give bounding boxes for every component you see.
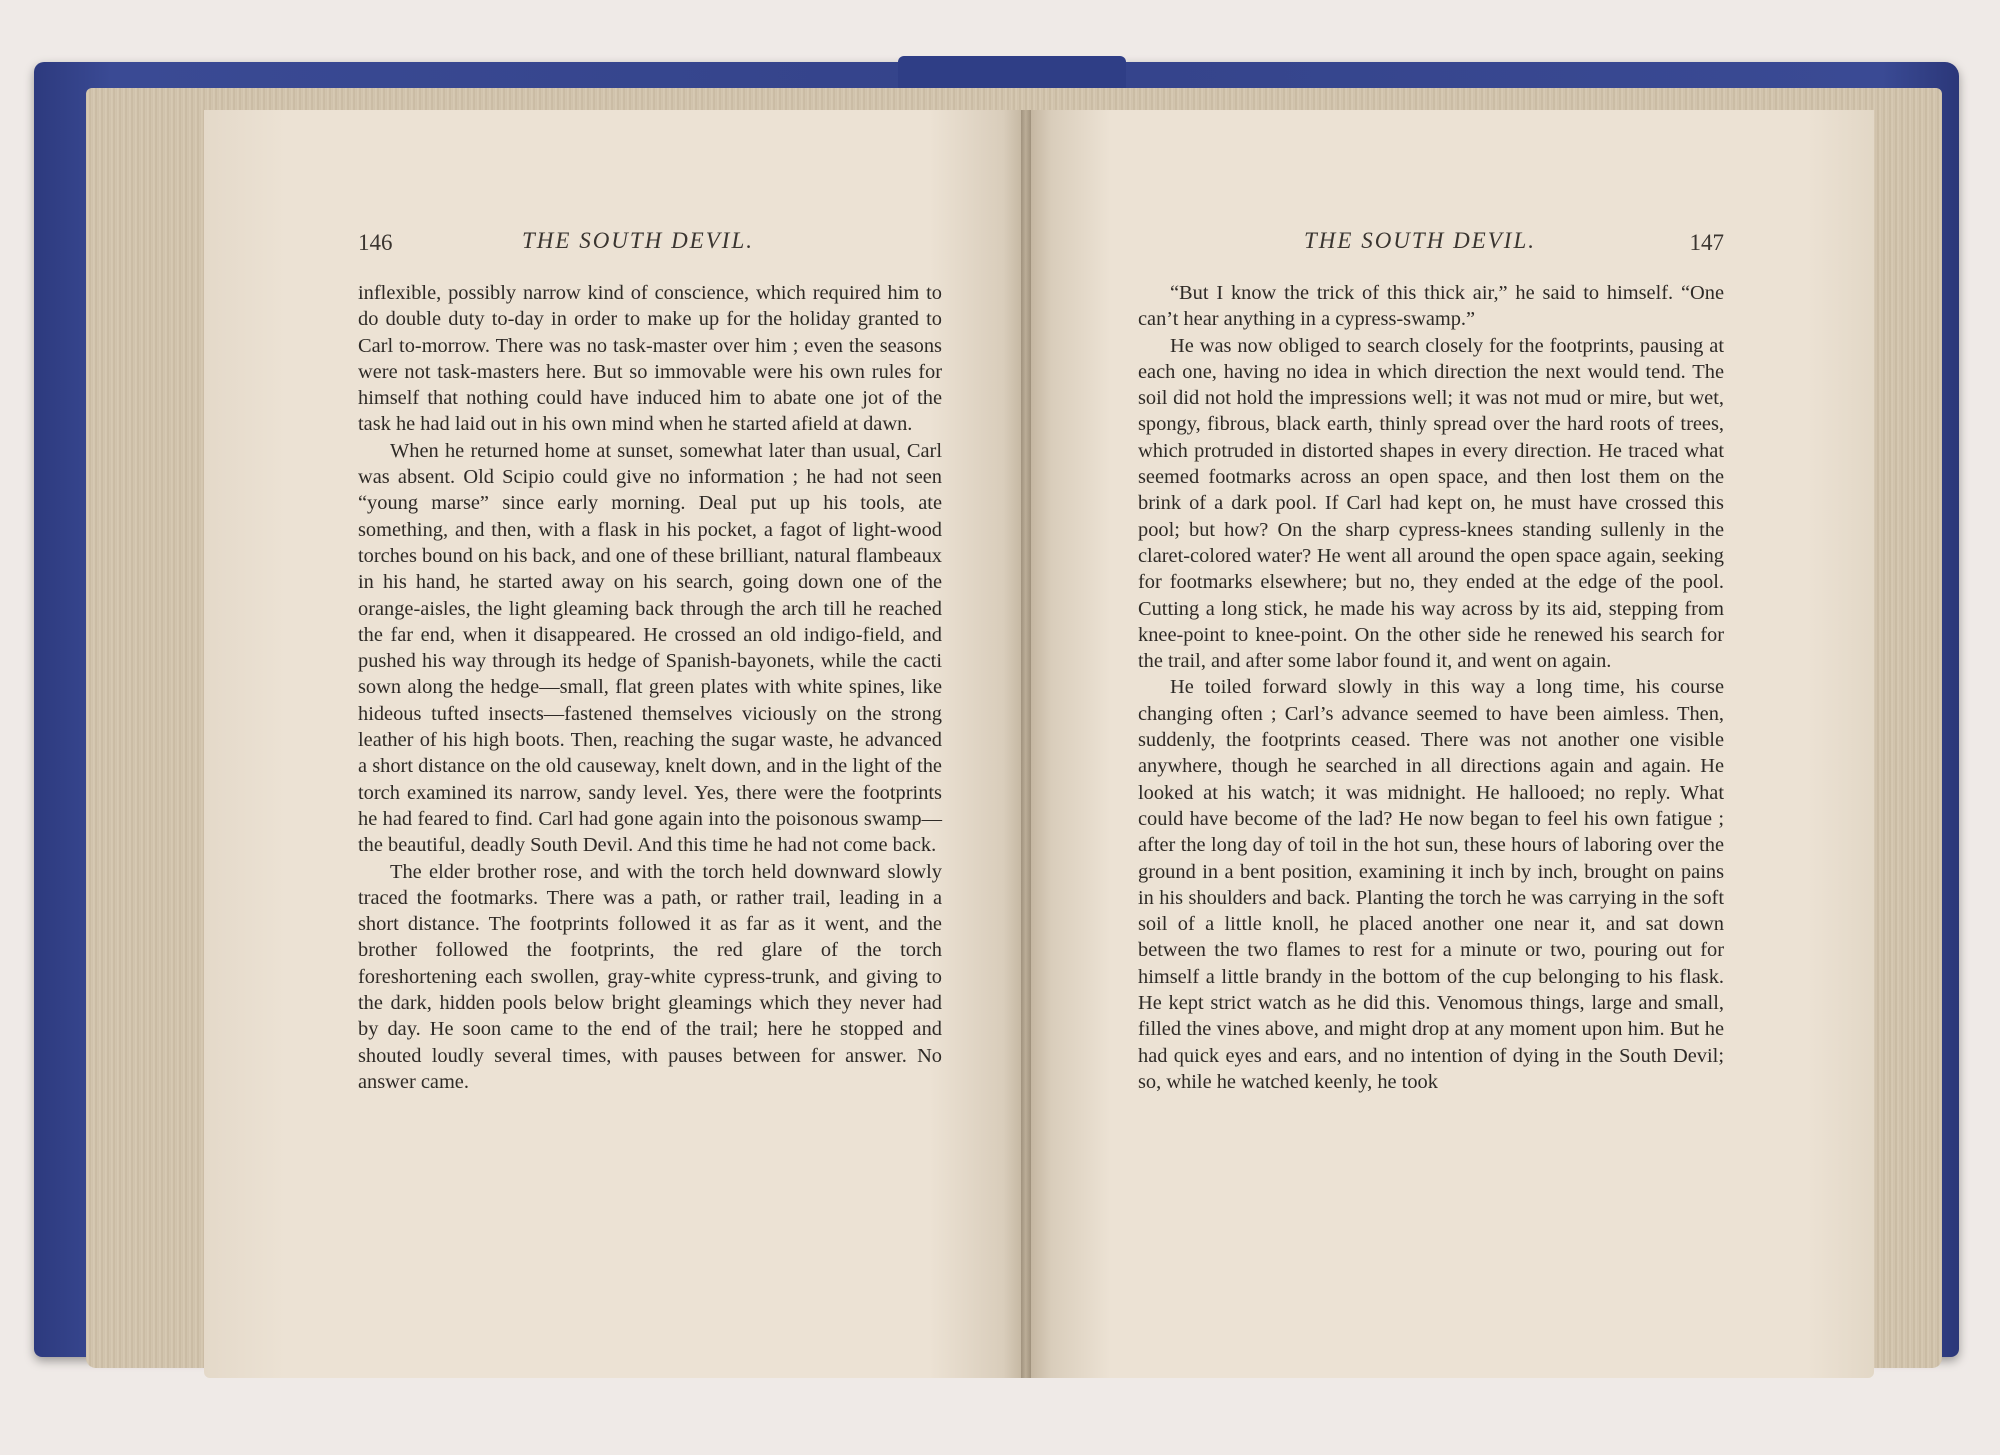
left-paragraph-3: The elder brother rose, and with the torch held downward slowly traced the footmarks. There was a path, or rather trail, leading in a short distance. The footprints followed it as far as it went, and the brother followed the footprints, the red glare of the torch foreshortening each swollen, gray-white cypress-trunk, and giving to the dark, hidden pools below bright gleamings which they never had by day. He soon came to the end of the trail; here he stopped and shouted loudly several times, with pauses between for answer. No answer came. <box>358 860 942 1093</box>
book-gutter <box>1021 110 1031 1378</box>
right-paragraph-3: He toiled forward slowly in this way a long time, his course changing often ; Carl’s advance seemed to have been aimless. Then, suddenly, the footprints ceased. There was not another one visible anywhere, though he searched in all directions again and again. He looked at his watch; it was midnight. He hallooed; no reply. What could have become of the lad? He now began to feel his own fatigue ; after the long day of toil in the hot sun, these hours of laboring over the ground in a bent position, examining it inch by inch, brought on pains in his shoulders and back. Planting the torch he was carrying in the soft soil of a little knoll, he placed another one near it, and sat down between the two flames to rest for a minute or two, pouring out for himself a little brandy in the bottom of the cup belonging to his flask. He kept strict watch as he did this. Venomous things, large and small, filled the vines above, and might drop at any moment upon him. But he had quick eyes and ears, and no intention of dying in the South Devil; so, while he watched keenly, he took <box>1138 676 1724 1093</box>
left-paragraph-1: inflexible, possibly narrow kind of conscience, which required him to do double duty to-day in order to make up for the holiday granted to Carl to-morrow. There was no task-master over him ; even the seasons were not task-masters here. But so immovable were his own rules for himself that nothing could have induced him to abate one jot of the task he had laid out in his own mind when he started afield at dawn. <box>358 282 942 436</box>
right-page-text <box>1138 280 1724 1095</box>
left-page-number: 146 <box>358 230 393 255</box>
right-page-header <box>1138 228 1724 262</box>
right-running-head: THE SOUTH DEVIL. <box>1304 228 1536 253</box>
left-paragraph-2: When he returned home at sunset, somewhat later than usual, Carl was absent. Old Scipio could give no information ; he had not seen “young marse” since early morning. Deal put up his tools, ate something, and then, with a flask in his pocket, a fagot of light-wood torches bound on his back, and one of these brilliant, natural flambeaux in his hand, he started away on his search, going down one of the orange-aisles, the light gleaming back through the arch till he reached the far end, when it disappeared. He crossed an old indigo-field, and pushed his way through its hedge of Spanish-bayonets, while the cacti sown along the hedge—small, flat green plates with white spines, like hideous tufted insects—fastened themselves viciously on the strong leather of his high boots. Then, reaching the sugar waste, he advanced a short distance on the old causeway, knelt down, and in the light of the torch examined its narrow, sandy level. Yes, there were the footprints he had feared to find. Carl had gone again into the poisonous swamp—the beautiful, deadly South Devil. And this time he had not come back. <box>358 439 942 857</box>
left-page-header <box>358 228 944 262</box>
left-page-text <box>358 280 942 1095</box>
right-paragraph-2: He was now obliged to search closely for the footprints, pausing at each one, having no idea in which direction the next would tend. The soil did not hold the impressions well; it was not mud or mire, but wet, spongy, fibrous, black earth, thinly spread over the hard roots of trees, which protruded in distorted shapes in every direction. He traced what seemed footmarks across an open space, and then lost them on the brink of a dark pool. If Carl had kept on, he must have crossed this pool; but how? On the sharp cypress-knees standing sullenly in the claret-colored water? He went all around the open space again, seeking for footmarks elsewhere; but no, they ended at the edge of the pool. Cutting a long stick, he made his way across by its aid, stepping from knee-point to knee-point. On the other side he renewed his search for the trail, and after some labor found it, and went on again. <box>1138 334 1724 673</box>
right-page-number: 147 <box>1689 230 1724 255</box>
right-paragraph-1: “But I know the trick of this thick air,” he said to himself. “One can’t hear anything in a cypress-swamp.” <box>1138 282 1724 331</box>
left-running-head: THE SOUTH DEVIL. <box>522 228 754 253</box>
